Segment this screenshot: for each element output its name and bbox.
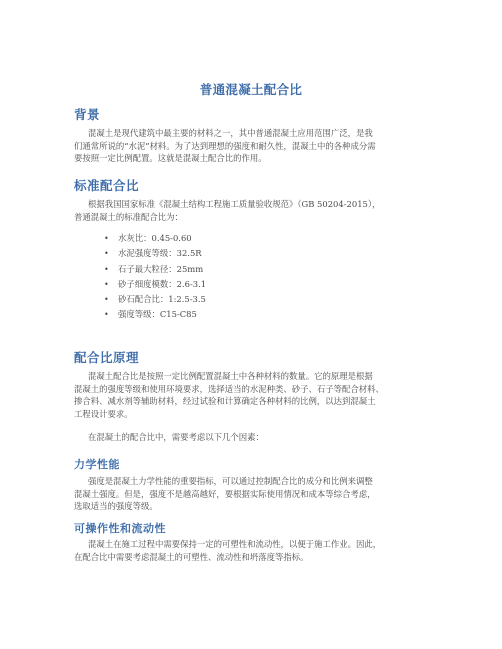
- text-line: 在混凝土的配合比中，需要考虑以下几个因素：: [88, 432, 264, 442]
- list-item: • 强度等级：C15-C85: [110, 307, 206, 322]
- text-line: 们通常所说的“水泥”材料。为了达到理想的强度和耐久性，混凝土中的各种成分需: [74, 140, 376, 151]
- paragraph-mechanical-properties: [74, 475, 436, 513]
- list-item: • 砂石配合比：1:2.5-3.5: [110, 292, 206, 307]
- list-item: • 水泥强度等级：32.5R: [110, 246, 206, 261]
- paragraph-mix-principle: [74, 370, 436, 420]
- heading-standard-mix: 标准配合比: [74, 178, 140, 193]
- text-line: 混凝土强度。但是，强度不是越高越好，要根据实际使用情况和成本等综合考虑，: [74, 488, 376, 499]
- text-line: 根据我国国家标准《混凝土结构工程施工质量验收规范》（GB 50204-2015），: [88, 199, 381, 209]
- text-line: 选取适当的强度等级。: [74, 501, 158, 512]
- bullet-icon: •: [104, 264, 109, 274]
- text-line: 混凝土是现代建筑中最主要的材料之一，其中普通混凝土应用范围广泛，是我: [88, 128, 373, 138]
- standard-mix-list: [104, 231, 207, 323]
- list-item: • 砂子细度模数：2.6-3.1: [110, 277, 206, 292]
- heading-mix-principle: 配合比原理: [74, 350, 140, 365]
- list-item: • 石子最大粒径：25mm: [110, 262, 206, 277]
- bullet-icon: •: [104, 234, 109, 243]
- list-item: • 水灰比：0.45-0.60: [110, 231, 206, 246]
- paragraph-workability: [74, 538, 436, 563]
- text-line: 混凝土的强度等级和使用环境要求，选择适当的水泥种类、砂子、石子等配合材料、: [74, 383, 384, 394]
- bullet-icon: •: [104, 295, 109, 305]
- paragraph-background: [74, 127, 436, 165]
- text-line: 混凝土配合比是按照一定比例配置混凝土中各种材料的数量。它的原理是根据: [88, 371, 373, 381]
- bullet-icon: •: [104, 310, 109, 320]
- bullet-icon: •: [104, 249, 109, 259]
- paragraph-factors-intro: [74, 431, 436, 444]
- heading-workability: 可操作性和流动性: [74, 522, 166, 535]
- document-title: 普通混凝土配合比: [199, 82, 303, 97]
- text-line: 混凝土在施工过程中需要保持一定的可塑性和流动性，以便于施工作业。因此，: [88, 539, 382, 549]
- bullet-icon: •: [104, 279, 109, 289]
- text-line: 要按照一定比例配置。这就是混凝土配合比的作用。: [74, 153, 267, 164]
- text-line: 工程设计要求。: [74, 408, 133, 419]
- text-line: 强度是混凝土力学性能的重要指标，可以通过控制配合比的成分和比例来调整: [88, 476, 373, 486]
- heading-mechanical-properties: 力学性能: [74, 458, 120, 471]
- text-line: 掺合料、减水剂等辅助材料，经过试验和计算确定各种材料的比例，以达到混凝土: [74, 396, 376, 407]
- heading-background: 背景: [74, 107, 101, 122]
- paragraph-standard-mix: [74, 198, 436, 223]
- text-line: 普通混凝土的标准配合比为：: [74, 211, 183, 222]
- text-line: 在配合比中需要考虑混凝土的可塑性、流动性和坍落度等指标。: [74, 551, 309, 562]
